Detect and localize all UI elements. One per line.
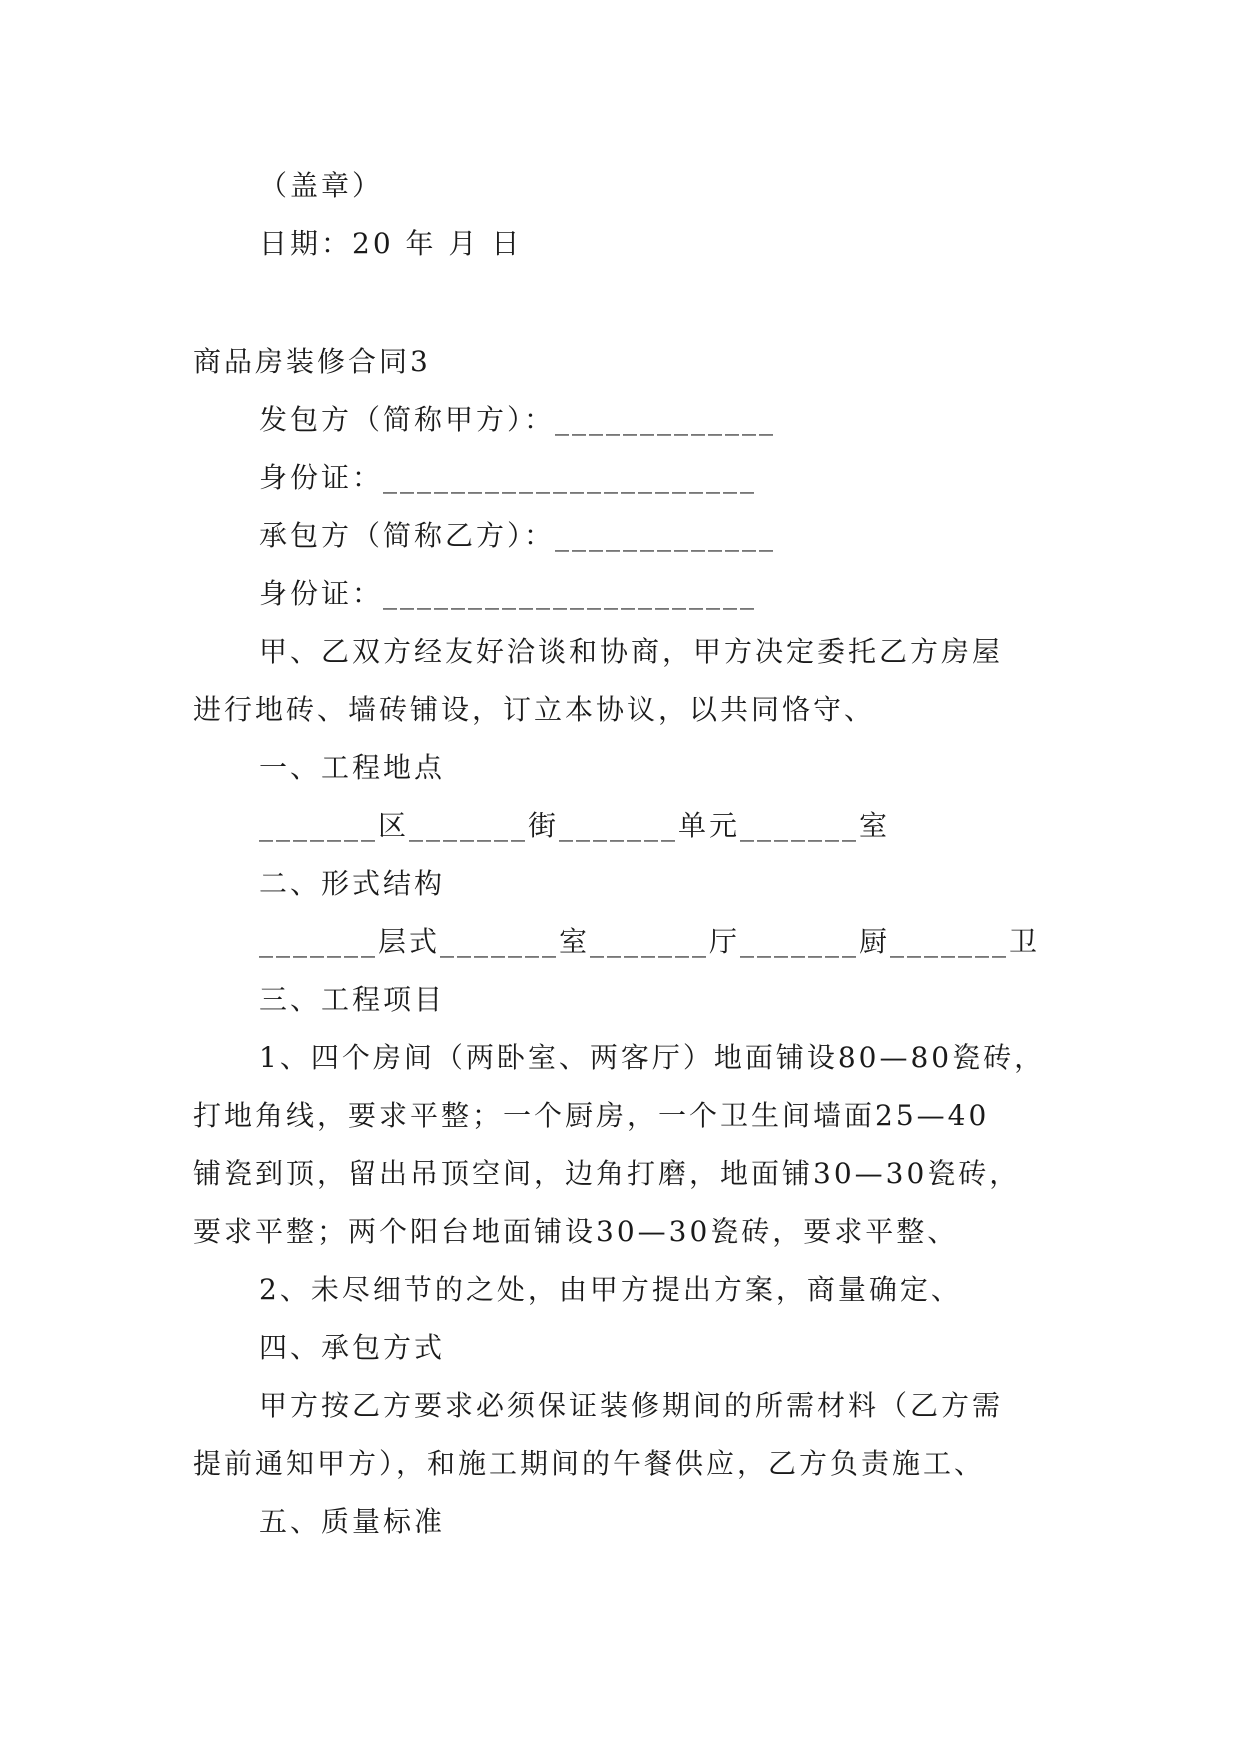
intro-paragraph-line-2: 进行地砖、墙砖铺设，订立本协议，以共同恪守、 (193, 693, 876, 726)
party-b-id-line: 身份证：______________________ (259, 577, 758, 610)
item-1-line-2: 打地角线，要求平整；一个厨房，一个卫生间墙面25—40 (193, 1099, 990, 1132)
party-a-line: 发包方（简称甲方）：_____________ (259, 403, 777, 436)
heading-contract-method: 四、承包方式 (259, 1331, 446, 1364)
item-1-line-4: 要求平整；两个阳台地面铺设30—30瓷砖，要求平整、 (193, 1215, 959, 1248)
contract-paragraph-line-2: 提前通知甲方），和施工期间的午餐供应，乙方负责施工、 (193, 1447, 986, 1480)
heading-quality-standard: 五、质量标准 (259, 1505, 446, 1538)
heading-project-items: 三、工程项目 (259, 983, 446, 1016)
structure-fill-line: _______层式_______室_______厅_______厨_______卫 (259, 925, 1041, 958)
date-line: 日期：20 年 月 日 (259, 227, 523, 260)
heading-structure: 二、形式结构 (259, 867, 446, 900)
party-b-line: 承包方（简称乙方）：_____________ (259, 519, 777, 552)
party-a-id-line: 身份证：______________________ (259, 461, 758, 494)
seal-line: （盖章） (259, 169, 384, 202)
item-2-line: 2、未尽细节的之处，由甲方提出方案，商量确定、 (259, 1273, 962, 1306)
item-1-line-3: 铺瓷到顶，留出吊顶空间，边角打磨，地面铺30—30瓷砖， (193, 1157, 1021, 1190)
item-1-line-1: 1、四个房间（两卧室、两客厅）地面铺设80—80瓷砖， (259, 1041, 1046, 1074)
heading-project-location: 一、工程地点 (259, 751, 446, 784)
contract-paragraph-line-1: 甲方按乙方要求必须保证装修期间的所需材料（乙方需 (259, 1389, 1004, 1422)
section-title: 商品房装修合同3 (193, 345, 431, 378)
intro-paragraph-line-1: 甲、乙双方经友好洽谈和协商，甲方决定委托乙方房屋 (259, 635, 1004, 668)
location-fill-line: _______区_______街_______单元_______室 (259, 809, 891, 842)
